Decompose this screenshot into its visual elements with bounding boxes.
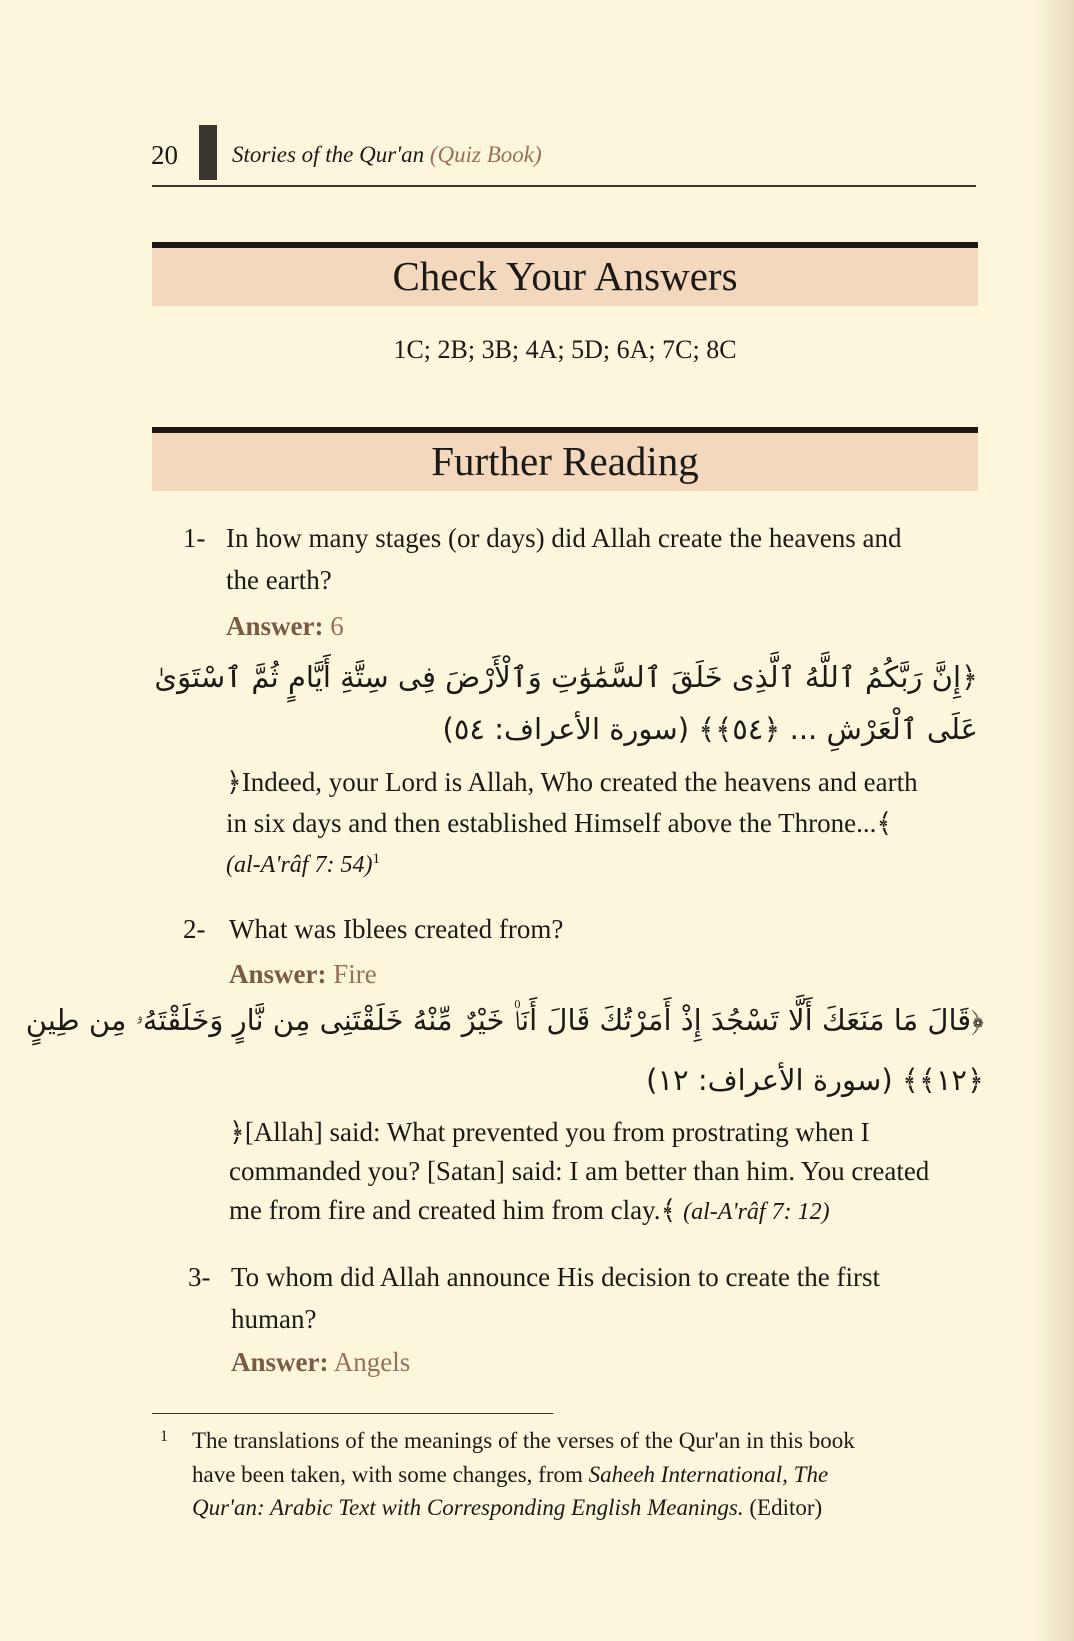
question-text: the earth?: [226, 565, 332, 595]
running-header: [232, 142, 542, 168]
translation: ﴿Indeed, your Lord is Allah, Who created the heavens and earth: [226, 767, 918, 797]
question-number: 3-: [188, 1262, 211, 1292]
question-number: 1-: [183, 523, 206, 553]
translation: ﴿[Allah] said: What prevented you from prostrating when I: [229, 1117, 870, 1147]
arabic-verse: عَلَى ٱلْعَرْشِ ... ﴿٥٤﴾﴾ (سورة الأعراف: ٥٤): [442, 712, 978, 746]
question-text: What was Iblees created from?: [229, 914, 564, 944]
footnote-text: [192, 1462, 828, 1488]
arabic-verse: ﴿قَالَ مَا مَنَعَكَ أَلَّا تَسْجُدَ إِذْ أَمَرْتُكَ قَالَ أَنَا۠ خَيْرٌ مِّنْهُ خَلَقْتَنِى مِن نَّارٍ وَخَلَقْتَهُۥ مِن طِينٍ: [25, 1003, 984, 1037]
translation: in six days and then established Himself above the Throne...﴾: [226, 808, 893, 838]
translation: commanded you? [Satan] said: I am better than him. You created: [229, 1156, 930, 1186]
footnote-source: Saheeh International, The: [588, 1462, 829, 1487]
citation: [226, 851, 380, 879]
answer-value: 6: [330, 611, 344, 641]
answer-label: Answer:: [231, 1347, 329, 1377]
answer: [229, 959, 377, 990]
further-reading-heading: Further Reading: [431, 438, 699, 484]
translation-text: me from fire and created him from clay.﴾: [229, 1195, 677, 1225]
check-answers-heading: Check Your Answers: [392, 253, 738, 299]
answer: [226, 611, 344, 642]
footnote-ref: 1: [372, 851, 380, 867]
question-text: In how many stages (or days) did Allah create the heavens and: [226, 523, 902, 553]
arabic-verse: ﴿إِنَّ رَبَّكُمُ ٱللَّهُ ٱلَّذِى خَلَقَ ٱلسَّمَٰوَٰتِ وَٱلْأَرْضَ فِى سِتَّةِ أَيَّامٍ ثُمَّ ٱسْتَوَىٰ: [154, 660, 978, 694]
footnote-source: Qur'an: Arabic Text with Corresponding English Meanings.: [192, 1495, 744, 1520]
book-subtitle: (Quiz Book): [429, 142, 542, 167]
footnote-text-part: have been taken, with some changes, from: [192, 1462, 589, 1487]
translation: [229, 1195, 830, 1226]
citation-text: (al-A'râf 7: 54): [226, 852, 373, 878]
citation: (al-A'râf 7: 12): [683, 1199, 830, 1225]
footnote-marker: 1: [160, 1428, 168, 1445]
page-edge-shadow: [1034, 0, 1074, 1641]
question-number: 2-: [183, 914, 206, 944]
page-number: 20: [151, 140, 178, 170]
footnote-text: [192, 1495, 822, 1521]
answer-value: Fire: [333, 959, 377, 989]
answer-key: 1C; 2B; 3B; 4A; 5D; 6A; 7C; 8C: [393, 335, 737, 364]
book-title: Stories of the Qur'an: [232, 142, 425, 167]
header-rule: [152, 185, 976, 187]
arabic-verse: ﴿١٢﴾﴾ (سورة الأعراف: ١٢): [646, 1063, 984, 1097]
answer-label: Answer:: [226, 611, 324, 641]
question-text: To whom did Allah announce His decision to create the first: [231, 1262, 880, 1292]
answer-value: Angels: [333, 1347, 411, 1377]
answer: [231, 1347, 410, 1378]
question-text: human?: [231, 1304, 317, 1334]
answer-label: Answer:: [229, 959, 327, 989]
header-bar: [199, 125, 217, 180]
footnote-rule: [152, 1413, 553, 1414]
footnote-text: The translations of the meanings of the verses of the Qur'an in this book: [192, 1428, 855, 1453]
footnote-text-part: (Editor): [743, 1495, 823, 1520]
